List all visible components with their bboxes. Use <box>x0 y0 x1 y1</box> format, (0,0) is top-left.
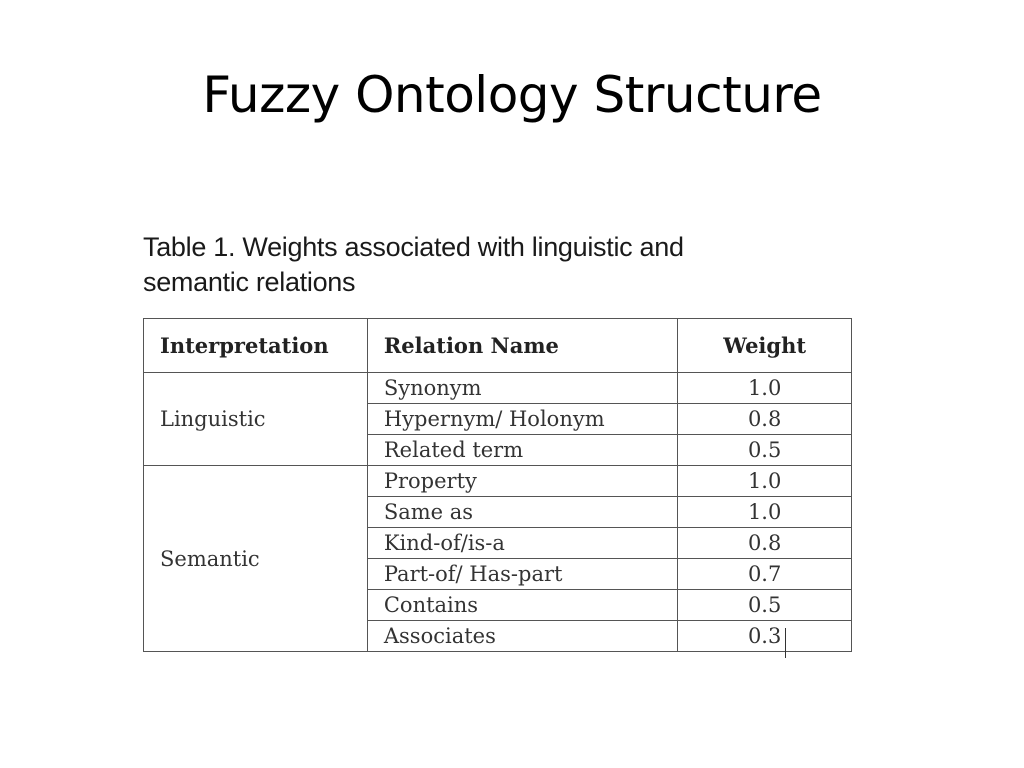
weight-cell: 1.0 <box>678 373 852 404</box>
relation-name-cell: Same as <box>367 497 677 528</box>
relation-name-cell: Contains <box>367 590 677 621</box>
weight-cell: 0.5 <box>678 590 852 621</box>
weight-cell: 1.0 <box>678 466 852 497</box>
table-row <box>144 466 852 497</box>
header-relation-name: Relation Name <box>367 319 677 373</box>
relation-name-cell: Related term <box>367 435 677 466</box>
weight-cell: 0.8 <box>678 528 852 559</box>
relation-name-cell: Kind-of/is-a <box>367 528 677 559</box>
table-caption <box>143 230 843 300</box>
table-row <box>144 373 852 404</box>
weights-table <box>143 318 852 652</box>
relation-name-cell: Property <box>367 466 677 497</box>
header-weight: Weight <box>678 319 852 373</box>
table-caption-line-1: Table 1. Weights associated with linguistic and <box>143 232 684 262</box>
relation-name-cell: Associates <box>367 621 677 652</box>
weight-cell: 0.3 <box>678 621 852 652</box>
header-interpretation: Interpretation <box>144 319 368 373</box>
interpretation-linguistic: Linguistic <box>144 373 368 466</box>
slide-title: Fuzzy Ontology Structure <box>202 66 822 124</box>
weight-cell: 0.7 <box>678 559 852 590</box>
interpretation-semantic: Semantic <box>144 466 368 652</box>
relation-name-cell: Hypernym/ Holonym <box>367 404 677 435</box>
relation-name-cell: Synonym <box>367 373 677 404</box>
table-header-row <box>144 319 852 373</box>
text-cursor-mark <box>785 628 786 658</box>
weight-cell: 0.5 <box>678 435 852 466</box>
relation-name-cell: Part-of/ Has-part <box>367 559 677 590</box>
weight-cell: 1.0 <box>678 497 852 528</box>
weight-cell: 0.8 <box>678 404 852 435</box>
table-caption-line-2: semantic relations <box>143 267 356 297</box>
